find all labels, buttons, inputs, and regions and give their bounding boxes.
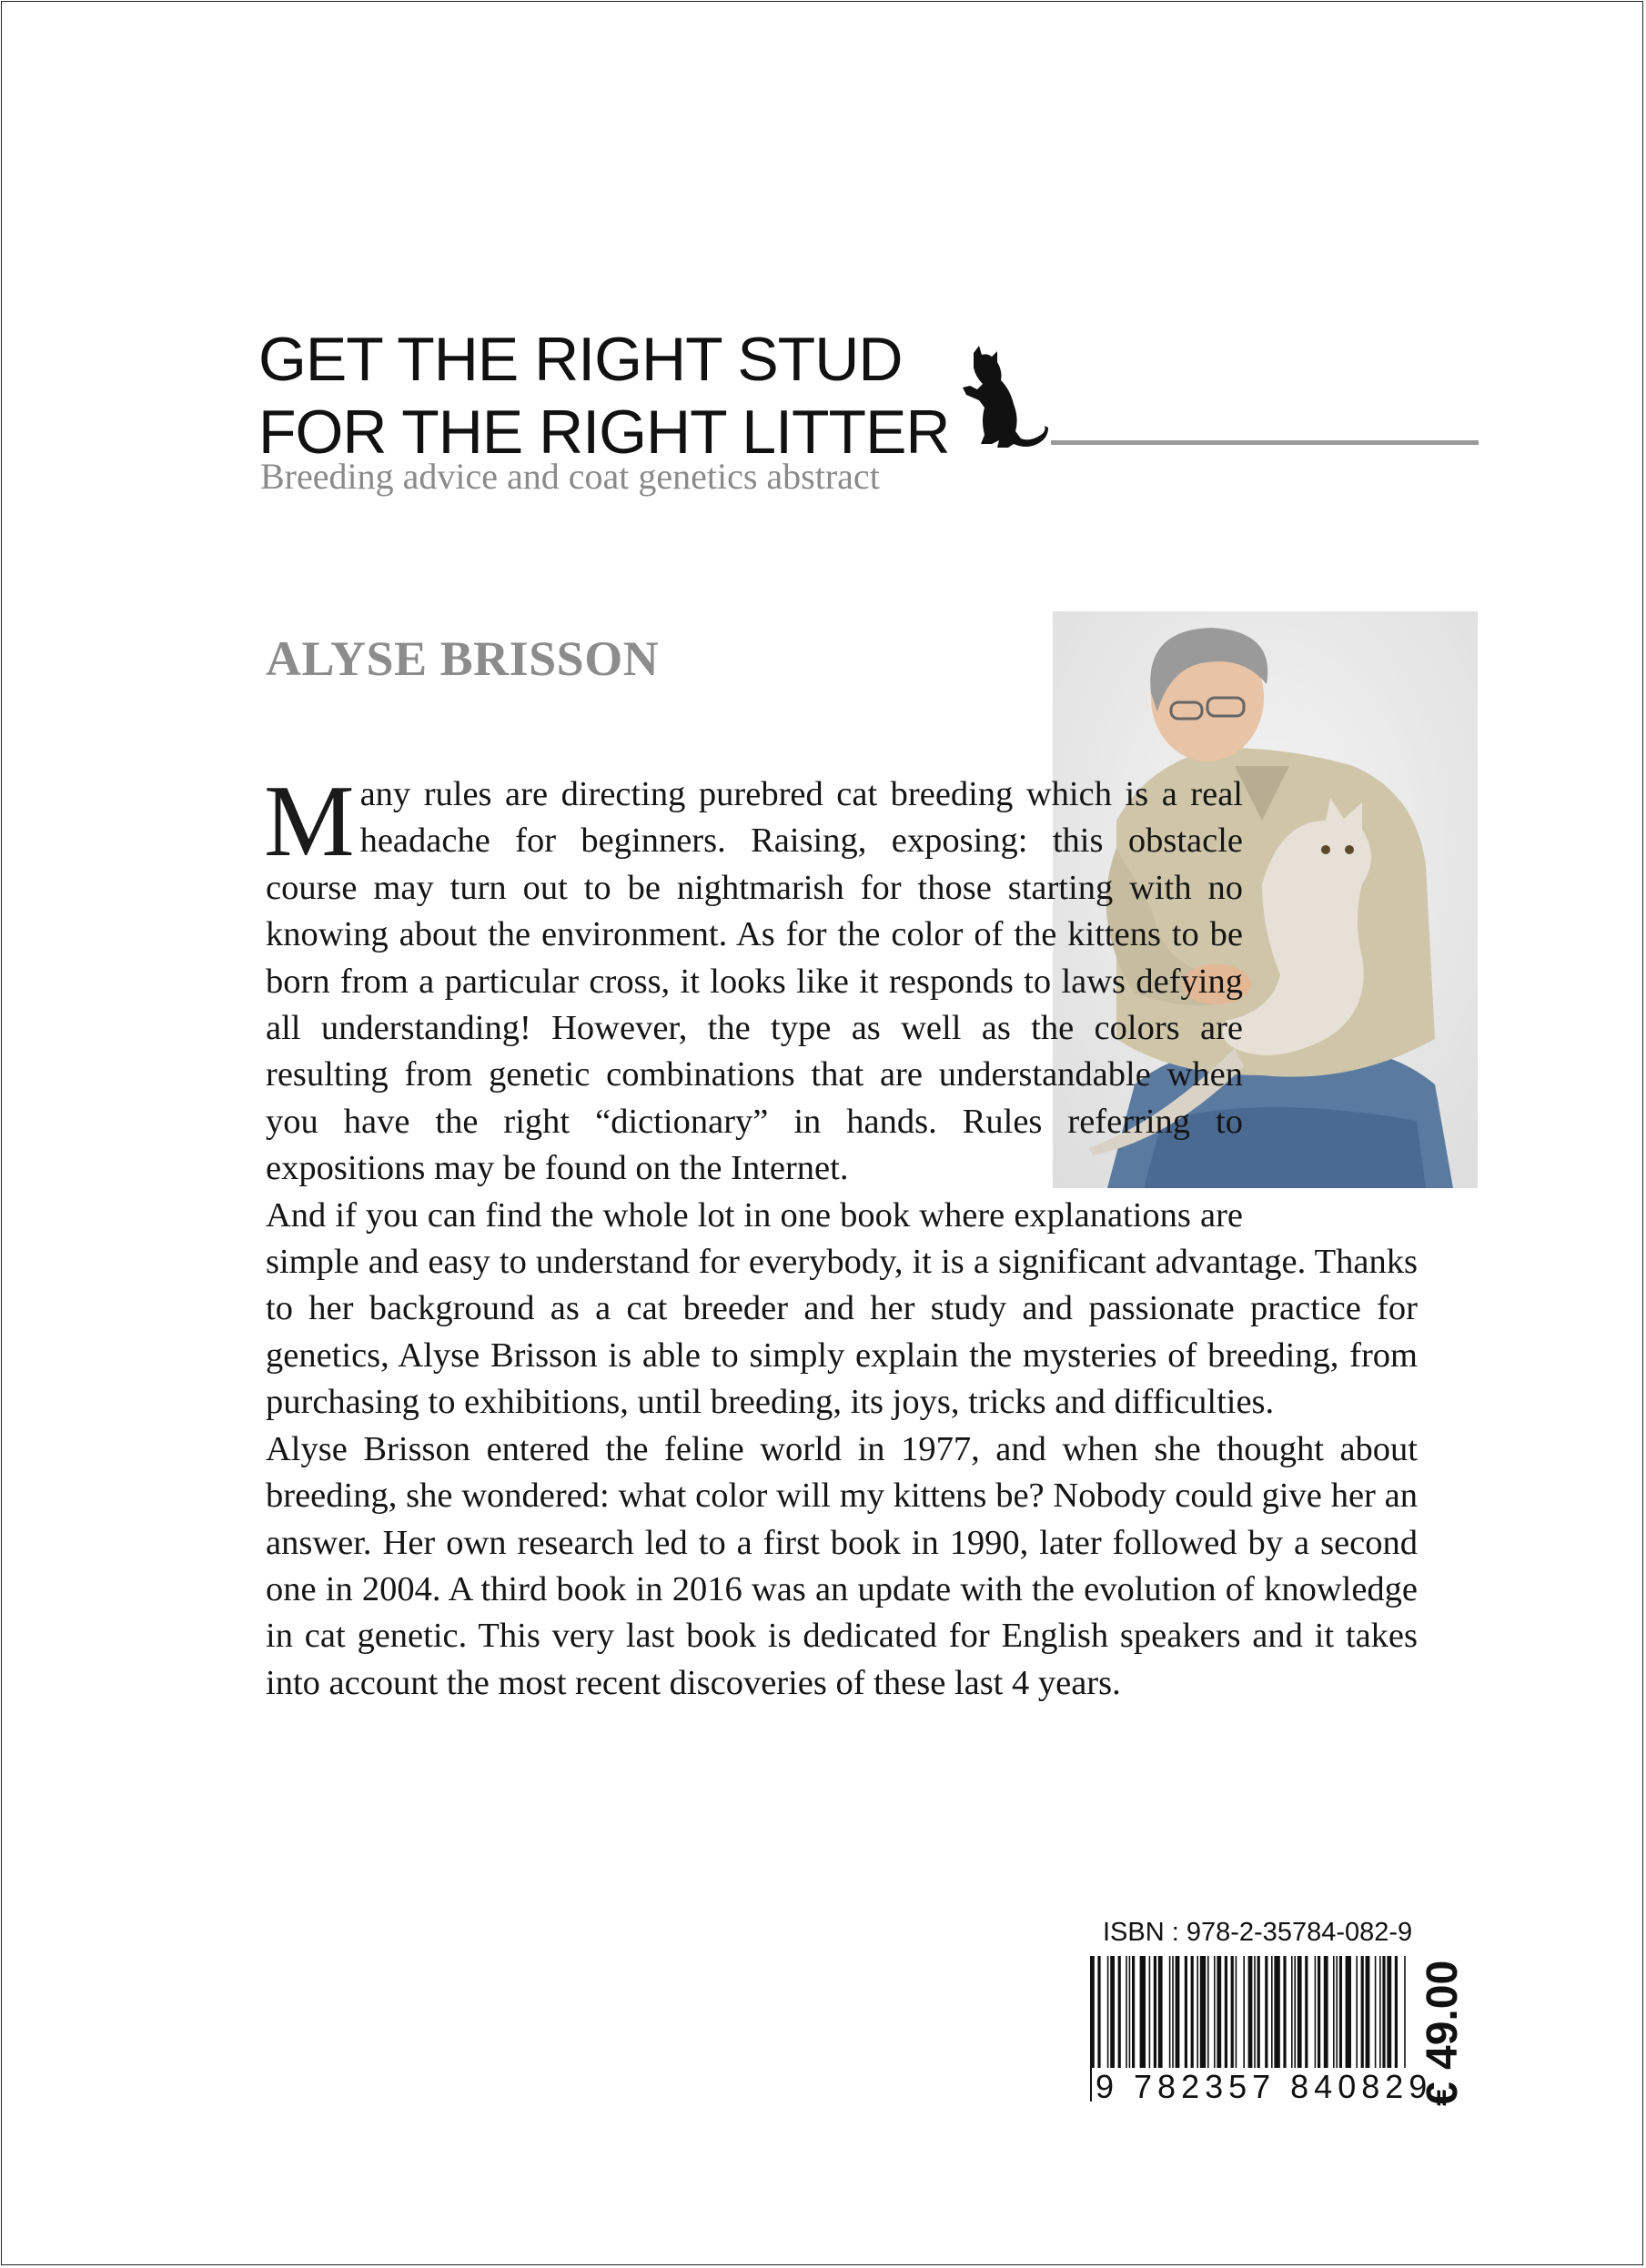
photo-float-spacer (1243, 771, 1418, 1199)
barcode-digits: 9 782357 840829 (1092, 2068, 1436, 2106)
cat-silhouette-icon (957, 344, 1048, 451)
title-line-2: FOR THE RIGHT LITTER (258, 398, 950, 467)
blurb-paragraph-3: Alyse Brisson entered the feline world in 1977, and when she thought about breeding, she wondered: what color will my kittens be? Nobody could give her an answer. Her own research led to a first book in 1990, later followed by a second one in 2004. A third book in 2016 was an update with the evolution of knowledge in cat genetic. This very last book is dedicated for English speakers and it takes into account the most recent discoveries of these last 4 years. (266, 1429, 1418, 1702)
book-subtitle: Breeding advice and coat genetics abstract (260, 456, 880, 497)
back-cover-blurb (264, 765, 1418, 1707)
blurb-paragraph-1-text: any rules are directing purebred cat breeding which is a real headache for beginners. Raising, exposing: this obstacle course may turn out to be nightmarish for those starting with no knowing about the environment. As for the color of the kittens to be born from a particular cross, it looks like it responds to laws defying all understanding! However, the type as well as the colors are resulting from genetic combinations that are understandable when you have the right “dictionary” in hands. Rules referring to expositions may be found on the Internet. (266, 775, 1243, 1188)
title-line-1: GET THE RIGHT STUD (258, 325, 903, 394)
blurb-paragraph-2: And if you can find the whole lot in one book where explanations are simple and easy to understand for everybody, it is a significant advantage. Thanks to her background as a cat breeder and her study and passionate practice for genetics, Alyse Brisson is able to simply explain the mysteries of breeding, from purchasing to exhibitions, until breeding, its joys, tricks and difficulties. (266, 1195, 1418, 1422)
price-label: € 49.00 (1419, 1960, 1467, 2106)
title-rule (1051, 440, 1479, 445)
drop-cap: M (264, 765, 355, 878)
author-name: ALYSE BRISSON (266, 631, 660, 686)
book-title (258, 323, 986, 469)
isbn-label: ISBN : 978-2-35784-082-9 (1103, 1918, 1413, 1947)
